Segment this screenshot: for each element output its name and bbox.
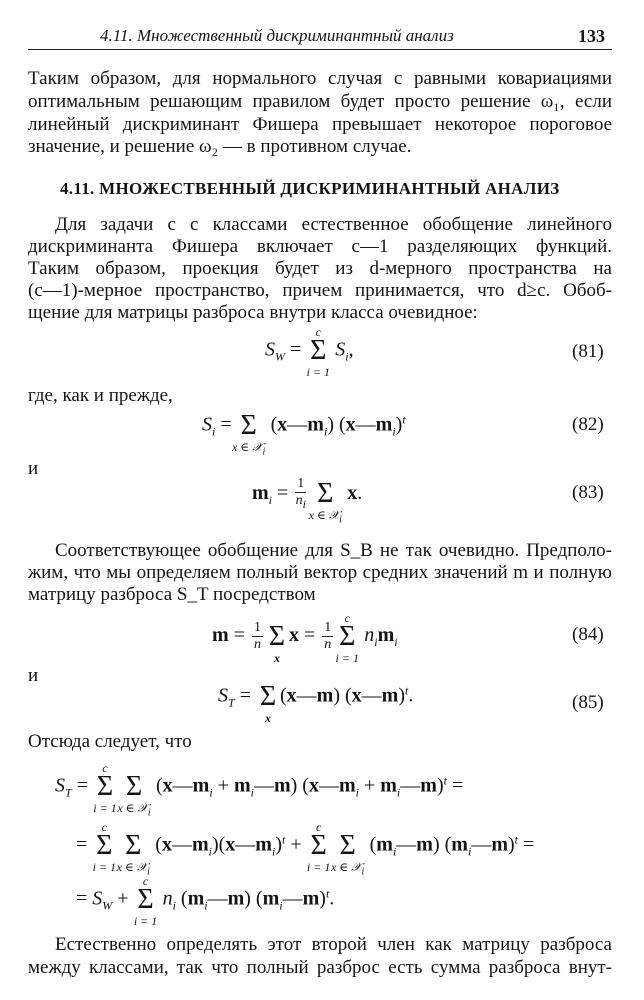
page-number: 133 [578,26,605,46]
equation-number-81: (81) [572,341,604,362]
equation-85: $S_T$ = Σ x (x—m) (x—m)$^t$. [218,681,414,725]
para2-line-2: жим, что мы определяем полный вектор средних значений m и полную [28,562,612,583]
equation-84: m = $\frac{1}{n}$ Σ x x = $\frac{1}{n}$ c Σ i = 1 $n_im_i$ [212,610,398,665]
para1-line-4: (c—1)-мерное пространство, причем принимается, что d≥c. Обоб- [28,280,612,301]
section-heading: 4.11. МНОЖЕСТВЕННЫЙ ДИСКРИМИНАНТНЫЙ АНАЛИЗ [60,179,560,198]
text-and-2: и [28,665,39,686]
intro-line-3: линейный дискриминант Фишера превышает некоторое пороговое [28,114,612,135]
para1-line-3: Таким образом, проекция будет из d-мерного пространства на [28,258,612,279]
text-and-1: и [28,458,39,479]
para2-line-1: Соответствующее обобщение для S_B не так очевидно. Предполо- [55,540,612,561]
equation-number-84: (84) [572,624,604,645]
equation-81: $S_W$ = c Σ i = 1 $S_i$, [265,325,354,379]
equation-number-82: (82) [572,414,604,435]
equation-82: $S_i$ = Σ x ∈ 𝒳$_i$ $(x—m_i)$ $(x—m_i)^t$ [202,410,406,458]
equation-number-83: (83) [572,482,604,503]
para1-line-1: Для задачи с c классами естественное обобщение линейного [55,214,612,235]
equation-83: $m_i$ = $\frac{1}{n_i}$ Σ x ∈ 𝒳$_i$ x. [252,476,363,526]
header-rule [28,49,612,50]
derivation-line-3: = $S_W$ + c Σ i = 1 $n_i$ $(m_i—m)$ $(m_i—m)^t$. [76,874,335,928]
text-where: где, как и прежде, [28,385,173,406]
text-hence: Отсюда следует, что [28,731,192,752]
para1-line-5: щение для матрицы разброса внутри класса очевидное: [28,302,478,323]
final-line-1: Естественно определять этот второй член как матрицу разброса [55,934,612,955]
derivation-line-1: $S_T$ = c Σ i = 1 Σ x ∈ 𝒳$_i$ ($x—m_i$ + $m_i—m$) ($x—m_i$ + $m_i—m)^t$ = [55,761,464,819]
final-line-2: между классами, так что полный разброс есть сумма разброса внут- [28,957,612,978]
intro-line-1: Таким образом, для нормального случая с равными ковариациями [28,68,612,89]
equation-number-85: (85) [572,692,604,713]
running-header-title: 4.11. Множественный дискриминантный анализ [100,26,454,45]
para1-line-2: дискриминанта Фишера включает c—1 разделяющих функций. [28,236,612,257]
intro-line-2: оптимальным решающим правилом будет просто решение ω₁, если [28,91,612,112]
para2-line-3: матрицу разброса S_T посредством [28,584,316,605]
intro-line-4: значение, и решение ω₂ — в противном случае. [28,136,412,157]
derivation-line-2: = c Σ i = 1 Σ x ∈ 𝒳$_i$ $(x—m_i)(x—m_i)^t$ + c Σ i = 1 Σ x ∈ 𝒳$_i$ $(m_i—m)$ $(m_i—m)^t$ = [76,820,535,878]
